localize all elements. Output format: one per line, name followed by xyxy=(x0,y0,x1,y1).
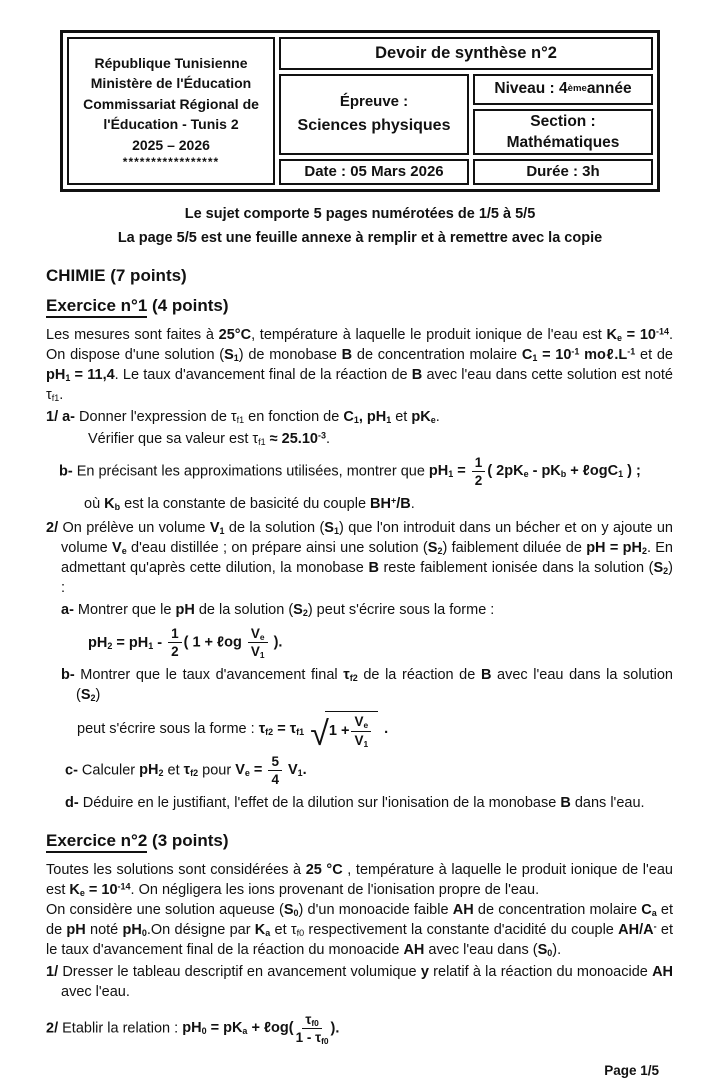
ex1-q2b-formula: peut s'écrire sous la forme : $\tau_{f2} = \tau_{f1}$ √ 1 + $\frac{V_e}{V_1}$ . xyxy=(77,711,673,747)
ex1-q2c-line: c- Calculer $pH_2$ et $\tau_{f2}$ pour $V_e$ = $\frac{5}{4}$ $V_1$. xyxy=(65,753,307,787)
fraction: $\frac{V_e}{V_1}$ xyxy=(351,714,371,747)
document-body xyxy=(46,266,673,1081)
fraction: $\frac{\tau_{f0}}{1 - \tau_{f0}}$ xyxy=(295,1011,329,1046)
ex2-q1-line: 1/ Dresser le tableau descriptif en avancement volumique y relatif à la réaction du monoacide AH avec l'eau. xyxy=(46,963,674,1000)
duration-box: Durée : 3h xyxy=(473,159,653,185)
ex1-q2d-line: d- Déduire en le justifiant, l'effet de la dilution sur l'ionisation de la monobase B dans l'eau. xyxy=(65,794,645,811)
subject-notice xyxy=(0,206,720,246)
ex2-intro-paragraph-2: On considère une solution aqueuse $(S_0)$ d'un monoacide faible AH de concentration molaire $C_a$ et de pH noté $pH_0.On$ désigne par $K_a$ et $\tau_{f0}$ respectivement la constante d'acidité du couple AH/A- et le taux d'avancement final de la réaction du monoacide AH avec l'eau dans $(S_0)$. xyxy=(46,901,673,958)
section-value: Mathématiques xyxy=(506,133,620,151)
exercise-2-heading xyxy=(46,831,673,851)
institution-line: République Tunisienne xyxy=(94,54,248,71)
header-table xyxy=(60,30,660,192)
ex1-q1b-formula: b- En précisant les approximations utilisées, montrer que $pH_1$ = $\frac{1}{2}$ ( $2pK_e - pK_b$ + ℓogC$_1$ ) ; xyxy=(59,455,641,489)
ex1-q1b-note: où $K_b$ est la constante de basicité du couple BH+/B. xyxy=(84,495,415,513)
epreuve-label: Épreuve : xyxy=(339,93,409,111)
fraction: $\frac{1}{2}$ xyxy=(168,626,182,659)
header-middle-right xyxy=(473,74,653,155)
exercise-1-heading xyxy=(46,296,673,316)
ex1-q1a-line2: Vérifier que sa valeur est $\tau_{f1} \approx 25.10^{-3}$. xyxy=(88,430,330,447)
ex1-intro-paragraph: Les mesures sont faites à 25°C, température à laquelle le produit ionique de l'eau est $K_e = 10^{-14}$. On dispose d'une solution $(S_1)$ de monobase B de concentration molaire $C_1 = 10^{-1}$ $mo\ell.L^{-1}$ et de $pH_1 = 11,4$. Le taux d'avancement final de la réaction de B avec l'eau dans cette solution est noté $\tau_{f1}$. xyxy=(46,326,673,403)
exam-title: Devoir de synthèse n°2 xyxy=(279,37,653,70)
date-box: Date : 05 Mars 2026 xyxy=(279,159,469,185)
exercise-2-title: Exercice n°2 xyxy=(46,831,147,853)
page-number: Page 1/5 xyxy=(604,1063,659,1079)
fraction: $\frac{1}{2}$ xyxy=(472,455,486,488)
notice-line-2: La page 5/5 est une feuille annexe à remplir et à remettre avec la copie xyxy=(117,230,603,246)
ex1-q2b-line: b- Montrer que le taux d'avancement final $\tau_{f2}$ de la réaction de B avec l'eau dans la solution $(S_2)$ xyxy=(61,667,674,704)
epreuve-box xyxy=(279,74,469,155)
ex1-q2a-formula: $pH_2 = pH_1$ - $\frac{1}{2}$ ( 1 + ℓog $\frac{V_e}{V_1}$ ). xyxy=(88,626,283,661)
institution-line: 2025 – 2026 xyxy=(132,136,210,153)
institution-line: Commissariat Régional de xyxy=(83,95,259,112)
notice-line-1: Le sujet comporte 5 pages numérotées de 1/5 à 5/5 xyxy=(184,206,536,222)
ex1-q2-intro: 2/ On prélève un volume $V_1$ de la solution $(S_1)$ que l'on introduit dans un bécher et on y ajoute un volume $V_e$ d'eau distillée ; on prépare ainsi une solution $(S_2)$ faiblement diluée de pH = $pH_2$. En admettant qu'après cette dilution, la monobase B reste faiblement ionisée dans la solution $(S_2)$ : xyxy=(46,520,674,597)
ex1-q1a-line1: 1/ a- Donner l'expression de $\tau_{f1}$ en fonction de $C_1$, $pH_1$ et $pK_e$. xyxy=(46,409,440,425)
header-right xyxy=(279,37,653,185)
ex1-q2a-line: a- Montrer que le pH de la solution $(S_2)$ peut s'écrire sous la forme : xyxy=(61,602,495,619)
square-root: √ 1 + $\frac{V_e}{V_1}$ xyxy=(310,711,378,747)
ex2-intro-paragraph-1: Toutes les solutions sont considérées à 25 °C , température à laquelle le produit ionique de l'eau est $K_e = 10^{-14}$. On négligera les ions provenant de l'ionisation propre de l'eau. xyxy=(46,861,673,898)
institution-line: Ministère de l'Éducation xyxy=(90,75,252,92)
section-label: Section : xyxy=(530,112,596,130)
ex2-q2-formula: 2/ Etablir la relation : $pH_0 = pK_a$ + ℓog( $\frac{\tau_{f0}}{1 - \tau_{f0}}$ ). xyxy=(46,1011,340,1046)
section-box xyxy=(473,109,653,155)
fraction: $\frac{5}{4}$ xyxy=(268,754,282,787)
exercise-1-title: Exercice n°1 xyxy=(46,296,147,318)
exercise-1-points: (4 points) xyxy=(147,296,229,315)
stars-separator: ***************** xyxy=(122,155,220,170)
fraction: $\frac{V_e}{V_1}$ xyxy=(248,626,268,659)
exercise-2-points: (3 points) xyxy=(147,830,229,850)
chimie-section-heading: CHIMIE (7 points) xyxy=(46,266,187,285)
epreuve-value: Sciences physiques xyxy=(297,117,451,135)
header-middle-row xyxy=(279,74,653,155)
niveau-box: Niveau : 4 ème année xyxy=(473,74,653,105)
institution-box xyxy=(67,37,275,185)
header-bottom-row xyxy=(279,159,653,185)
institution-line: l'Éducation - Tunis 2 xyxy=(103,116,239,133)
